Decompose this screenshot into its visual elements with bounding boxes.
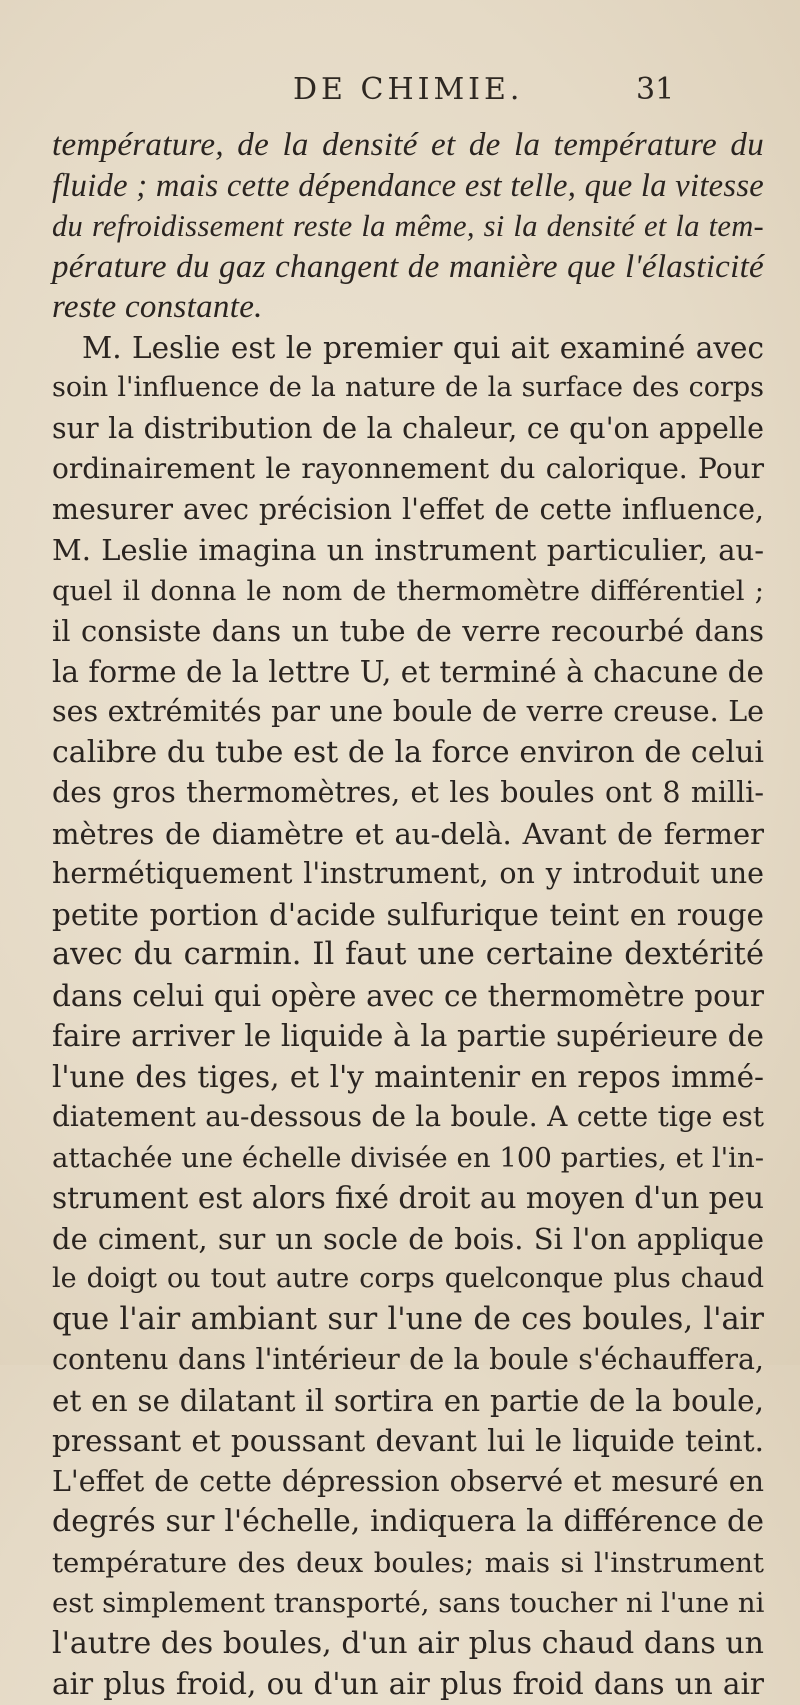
text-line: sur la distribution de la chaleur, ce qu'on appelle (52, 411, 764, 445)
text-line: reste constante. (52, 289, 263, 325)
text-line: calibre du tube est de la force environ de celui (52, 734, 764, 770)
text-line: l'autre des boules, d'un air plus chaud dans un (52, 1625, 764, 1661)
text-line: l'une des tiges, et l'y maintenir en repos immé- (52, 1059, 764, 1094)
text-line: que l'air ambiant sur l'une de ces boules, l'air (52, 1301, 764, 1337)
text-line: ses extrémités par une boule de verre creuse. Le (52, 695, 764, 728)
text-line: L'effet de cette dépression observé et mesuré en (52, 1464, 764, 1498)
text-line: fluide ; mais cette dépendance est telle, que la vitesse (52, 167, 764, 204)
text-line: soin l'influence de la nature de la surface des corps (52, 372, 764, 403)
running-head (0, 72, 800, 122)
text-line: mètres de diamètre et au-delà. Avant de fermer (52, 816, 764, 851)
text-line: contenu dans l'intérieur de la boule s'échauffera, (52, 1343, 764, 1376)
text-line: faire arriver le liquide à la partie supérieure de (52, 1019, 764, 1053)
text-line: et en se dilatant il sortira en partie de la boule, (52, 1383, 764, 1418)
text-line: pressant et poussant devant lui le liquide teint. (52, 1424, 764, 1458)
text-line: de ciment, sur un socle de bois. Si l'on applique (52, 1221, 764, 1256)
text-line: avec du carmin. Il faut une certaine dextérité (52, 937, 764, 972)
paragraph-first-line: M. Leslie est le premier qui ait examiné avec (82, 330, 764, 365)
text-line: des gros thermomètres, et les boules ont 8 milli- (52, 776, 764, 809)
text-line: air plus froid, ou d'un air plus froid dans un air (52, 1667, 764, 1701)
text-line: degrés sur l'échelle, indiquera la différence de (52, 1504, 764, 1539)
text-line: il consiste dans un tube de verre recourbé dans (52, 614, 764, 648)
text-line: est simplement transporté, sans toucher ni l'une ni (52, 1587, 765, 1619)
text-line: attachée une échelle divisée en 100 parties, et l'in- (52, 1141, 764, 1174)
text-line: le doigt ou tout autre corps quelconque plus chaud (52, 1263, 764, 1294)
body-text (52, 125, 764, 1705)
text-line: strument est alors fixé droit au moyen d'un peu (52, 1181, 764, 1215)
page-number: 31 (636, 72, 675, 107)
text-line: hermétiquement l'instrument, on y introduit une (52, 857, 764, 890)
text-line: température des deux boules; mais si l'instrument (52, 1546, 764, 1579)
text-line: dans celui qui opère avec ce thermomètre pour (52, 978, 764, 1013)
text-line: mesurer avec précision l'effet de cette influence, (52, 492, 764, 526)
text-line: la forme de la lettre U, et terminé à chacune de (52, 654, 764, 689)
text-line: diatement au-dessous de la boule. A cette tige est (52, 1100, 764, 1133)
running-title: DE CHIMIE. (293, 72, 524, 107)
text-line: du refroidissement reste la même, si la densité et la tem- (52, 209, 764, 243)
text-line: pérature du gaz changent de manière que l'élasticité (52, 248, 764, 285)
text-line: température, de la densité et de la température du (52, 127, 764, 163)
text-line: M. Leslie imagina un instrument particulier, au- (52, 533, 764, 567)
text-line: quel il donna le nom de thermomètre différentiel ; (52, 574, 764, 607)
text-line: petite portion d'acide sulfurique teint en rouge (52, 897, 764, 932)
text-line: ordinairement le rayonnement du calorique. Pour (52, 452, 764, 485)
